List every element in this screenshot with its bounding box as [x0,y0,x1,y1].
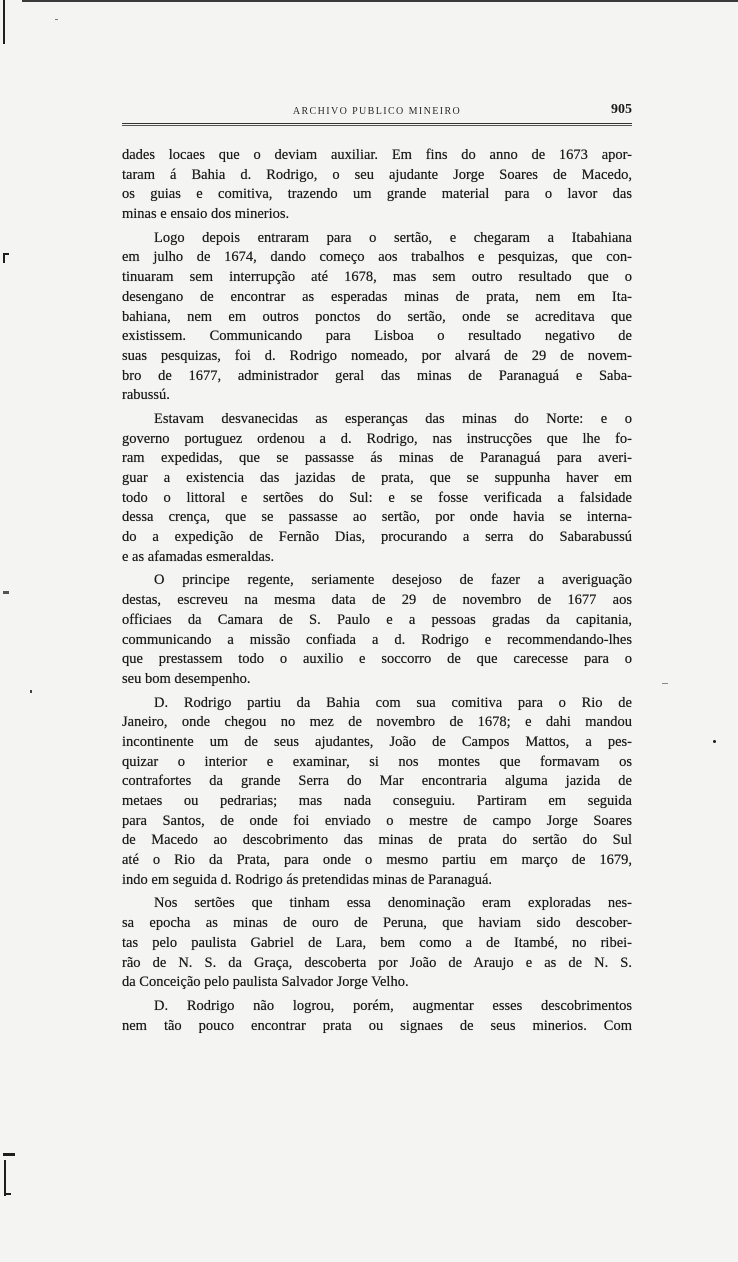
text-line: incontinente um de seus ajudantes, João de Campos Mattos, a pes- [122,733,632,750]
text-line: destas, escreveu na mesma data de 29 de novembro de 1677 aos [122,592,632,609]
text-line: D. Rodrigo não logrou, porém, augmentar esses descobrimentos [154,997,632,1014]
text-line: D. Rodrigo partiu da Bahia com sua comitiva para o Rio de [154,694,632,711]
text-line: communicando a missão confiada a d. Rodrigo e recommendando-lhes [122,631,632,648]
text-line: Janeiro, onde chegou no mez de novembro de 1678; e dahi mandou [122,714,632,731]
text-line: tas pelo paulista Gabriel de Lara, bem como a de Itambé, no ribei- [122,934,632,951]
text-line: Logo depois entraram para o sertão, e chegaram a Itabahiana [154,229,632,246]
text-line: e as afamadas esmeraldas. [122,548,275,565]
text-line: dessa crença, que se passasse ao sertão, por onde havia se interna- [122,509,632,526]
scan-left-edge-mark [4,1160,6,1196]
body-text [122,146,632,1036]
running-title: ARCHIVO PUBLICO MINEIRO [292,106,462,117]
text-line: nem tão pouco encontrar prata ou signaes de seus minerios. Com [122,1017,632,1034]
scan-left-edge-mark [3,253,5,263]
scan-speck [30,690,32,693]
scan-top-edge [22,0,738,2]
text-line: quizar o interior e examinar, si nos montes que formavam os [122,753,632,770]
text-line: de Macedo ao descobrimento das minas de prata do sertão do Sul [122,832,632,849]
text-line: do a expedição de Fernão Dias, procurando a serra do Sabarabussú [122,529,632,546]
text-line: taram á Bahia d. Rodrigo, o seu ajudante Jorge Soares de Macedo, [122,166,632,183]
text-line: minas e ensaio dos minerios. [122,206,290,223]
text-line: existissem. Communicando para Lisboa o resultado negativo de [122,328,632,345]
scan-left-edge-mark [3,591,9,594]
scan-left-edge-mark [3,1153,15,1156]
text-line: governo portuguez ordenou a d. Rodrigo, nas instrucções que lhe fo- [122,430,632,447]
paragraph [122,571,632,689]
paragraph [122,146,632,225]
text-line: Nos sertões que tinham essa denominação eram exploradas nes- [154,895,632,912]
paragraph [122,894,632,992]
paragraph [122,997,632,1036]
text-line: desengano de encontrar as esperadas minas de prata, nem em Ita- [122,288,632,305]
scan-speck [55,19,58,20]
text-line: bahiana, nem em outros ponctos do sertão, onde se acreditava que [122,308,632,325]
scan-left-edge-mark [3,0,5,44]
text-line: indo em seguida d. Rodrigo ás pretendidas minas de Paranaguá. [122,871,493,888]
scan-speck [662,683,668,684]
text-line: todo o littoral e sertões do Sul: e se fosse verificada a falsidade [122,489,632,506]
text-line: dades locaes que o deviam auxiliar. Em fins do anno de 1673 apor- [122,147,632,163]
text-line: contrafortes da grande Serra do Mar encontraria alguma jazida de [122,773,632,790]
text-line: rabussú. [122,387,170,404]
text-line: O principe regente, seriamente desejoso de fazer a averiguação [154,572,632,589]
text-line: da Conceição pelo paulista Salvador Jorge Velho. [122,974,409,991]
page-number: 905 [611,102,632,117]
text-line: rão de N. S. da Graça, descoberta por João de Araujo e as de N. S. [122,954,632,971]
text-line: em julho de 1674, dando começo aos trabalhos e pesquizas, que con- [122,249,632,266]
text-line: até o Rio da Prata, para onde o mesmo partiu em março de 1679, [122,852,632,869]
scan-left-edge-mark [4,1193,11,1195]
text-line: seu bom desempenho. [122,670,251,687]
text-line: os guias e comitiva, trazendo um grande material para o lavor das [122,186,632,203]
paragraph [122,410,632,568]
scan-speck [713,740,716,743]
paragraph [122,694,632,891]
text-line: tinuaram sem interrupção até 1678, mas sem outro resultado que o [122,269,632,286]
text-line: suas pesquizas, foi d. Rodrigo nomeado, por alvará de 29 de novem- [122,347,632,364]
text-line: metaes ou pedrarias; mas nada conseguiu. Partiram em seguida [122,793,632,809]
text-line: bro de 1677, administrador geral das minas de Paranaguá e Saba- [122,367,632,384]
text-line: sa epocha as minas de ouro de Peruna, que haviam sido descober- [122,915,632,932]
text-line: ram expedidas, que se passasse ás minas de Paranaguá para averi- [122,450,632,467]
text-line: para Santos, de onde foi enviado o mestre de campo Jorge Soares [122,812,632,829]
paragraph [122,229,632,406]
text-line: que prestassem todo o auxilio e soccorro de que carecesse para o [122,651,632,668]
text-line: guar a existencia das jazidas de prata, que se suppunha haver em [122,470,632,486]
text-line: Estavam desvanecidas as esperanças das minas do Norte: e o [154,410,632,427]
text-line: officiaes da Camara de S. Paulo e a pessoas gradas da capitania, [122,611,632,628]
header-rule [122,123,632,126]
